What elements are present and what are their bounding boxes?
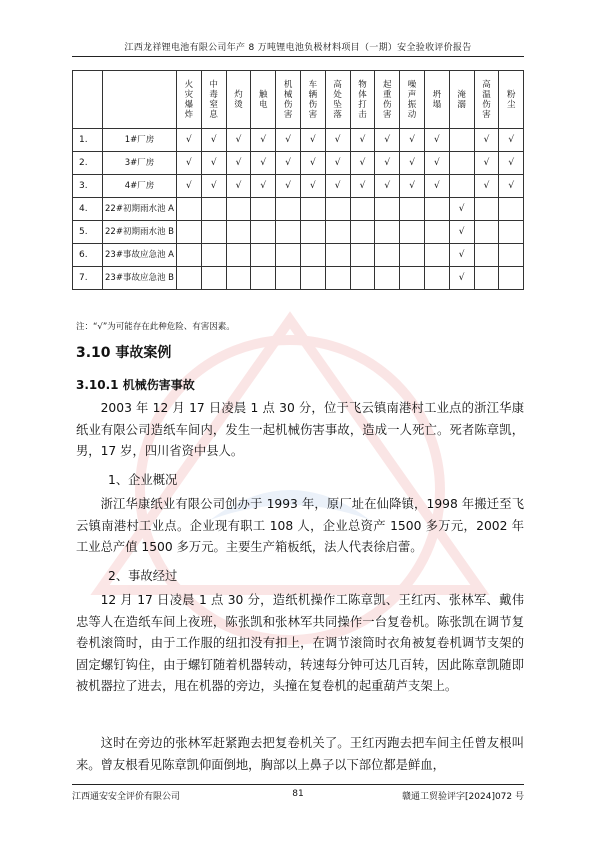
hazard-mark (177, 198, 202, 221)
row-unit-name: 23#事故应急池 A (103, 244, 177, 267)
hazard-mark: √ (400, 152, 425, 175)
hazard-mark: √ (325, 152, 350, 175)
hazard-mark (201, 244, 226, 267)
hazard-mark (449, 175, 474, 198)
hazard-mark (499, 244, 524, 267)
hazard-mark: √ (375, 152, 400, 175)
hazard-mark: √ (449, 198, 474, 221)
footer-company: 江西通安安全评价有限公司 (72, 792, 181, 802)
section-heading: 3.10 事故案例 (76, 345, 172, 361)
hazard-mark: √ (400, 129, 425, 152)
hazard-mark (177, 221, 202, 244)
table-row (73, 152, 524, 175)
hazard-mark: √ (375, 175, 400, 198)
hazard-mark: √ (499, 129, 524, 152)
hazard-mark (474, 244, 499, 267)
hazard-mark (201, 198, 226, 221)
header-hazard (251, 71, 276, 129)
hazard-mark: √ (499, 152, 524, 175)
hazard-mark (449, 152, 474, 175)
hazard-mark: √ (499, 175, 524, 198)
footer-rule (72, 784, 524, 785)
hazard-mark (474, 198, 499, 221)
header-hazard-label: 触电 (259, 89, 268, 110)
hazard-mark: √ (424, 129, 449, 152)
hazard-table (72, 70, 524, 290)
hazard-mark: √ (474, 152, 499, 175)
hazard-mark (400, 244, 425, 267)
hazard-mark: √ (424, 152, 449, 175)
table-row (73, 267, 524, 290)
hazard-mark: √ (276, 152, 301, 175)
row-unit-name: 4#厂房 (103, 175, 177, 198)
header-hazard (499, 71, 524, 129)
header-hazard (474, 71, 499, 129)
hazard-mark (251, 267, 276, 290)
footer-page-number: 81 (292, 789, 304, 799)
hazard-mark: √ (424, 175, 449, 198)
header-hazard (201, 71, 226, 129)
hazard-mark (449, 129, 474, 152)
hazard-mark (226, 198, 251, 221)
header-hazard-label: 坍塌 (432, 89, 442, 110)
table-row (73, 129, 524, 152)
hazard-mark: √ (325, 175, 350, 198)
subheading-accident-process: 2、事故经过 (108, 569, 178, 583)
row-index: 3. (73, 175, 103, 198)
hazard-mark (300, 244, 325, 267)
hazard-mark: √ (201, 129, 226, 152)
hazard-mark: √ (226, 175, 251, 198)
hazard-mark: √ (251, 152, 276, 175)
hazard-mark: √ (300, 175, 325, 198)
subsection-heading: 3.10.1 机械伤害事故 (76, 378, 195, 392)
header-hazard-label: 车辆伤害 (308, 79, 318, 120)
hazard-mark (375, 267, 400, 290)
hazard-mark (276, 244, 301, 267)
row-index: 6. (73, 244, 103, 267)
hazard-mark: √ (350, 129, 375, 152)
hazard-mark: √ (375, 129, 400, 152)
hazard-mark (226, 221, 251, 244)
table-note: 注：“√”为可能存在此种危险、有害因素。 (76, 322, 235, 332)
hazard-mark (201, 221, 226, 244)
header-hazard (424, 71, 449, 129)
hazard-mark (251, 221, 276, 244)
hazard-mark (201, 267, 226, 290)
table-row (73, 221, 524, 244)
table-row (73, 244, 524, 267)
row-unit-name: 23#事故应急池 B (103, 267, 177, 290)
row-index: 5. (73, 221, 103, 244)
hazard-mark: √ (226, 152, 251, 175)
header-hazard-label: 起重伤害 (383, 79, 392, 120)
hazard-mark (350, 221, 375, 244)
hazard-mark (375, 244, 400, 267)
header-hazard-label: 高处坠落 (333, 79, 342, 120)
hazard-mark (400, 198, 425, 221)
hazard-mark (177, 244, 202, 267)
row-index: 4. (73, 198, 103, 221)
row-unit-name: 22#初期雨水池 B (103, 221, 177, 244)
subheading-company-overview: 1、企业概况 (108, 473, 178, 487)
paragraph-company-overview: 浙江华康纸业有限公司创办于 1993 年，原厂址在仙降镇，1998 年搬迁至飞云镇南港村工业点。企业现有职工 108 人，企业总资产 1500 多万元，2002 年工业总产值 1500 多万元。主要生产箱板纸，法人代表徐启蕾。 (76, 497, 524, 554)
hazard-mark: √ (474, 129, 499, 152)
row-index: 2. (73, 152, 103, 175)
hazard-mark: √ (300, 152, 325, 175)
hazard-mark: √ (226, 129, 251, 152)
hazard-mark (424, 267, 449, 290)
header-hazard-label: 机械伤害 (283, 79, 293, 120)
hazard-mark (251, 198, 276, 221)
header-hazard (276, 71, 301, 129)
hazard-mark: √ (177, 175, 202, 198)
table-row (73, 198, 524, 221)
paragraph-accident-process: 12 月 17 日凌晨 1 点 30 分，造纸机操作工陈章凯、王红丙、张林军、戴伟忠等人在造纸车间上夜班，陈张凯和张林军共同操作一台复卷机。陈张凯在调节复卷机滚筒时，由于工作服的纽扣没有扣上，在调节滚筒时衣角被复卷机调节支架的固定螺钉钩住，由于螺钉随着机器转动，转速每分钟可达几百转，因此陈章凯随即被机器拉了进去，甩在机器的旁边，头撞在复卷机的起重葫芦支架上。 (76, 593, 524, 693)
hazard-mark: √ (177, 129, 202, 152)
hazard-mark: √ (251, 175, 276, 198)
hazard-mark: √ (276, 129, 301, 152)
header-hazard (325, 71, 350, 129)
hazard-mark (226, 244, 251, 267)
header-rule (72, 56, 524, 57)
hazard-mark (375, 221, 400, 244)
hazard-mark (300, 221, 325, 244)
header-index (73, 71, 103, 129)
hazard-mark (375, 198, 400, 221)
hazard-mark (499, 221, 524, 244)
hazard-mark (400, 267, 425, 290)
header-hazard-label: 高温伤害 (482, 79, 491, 120)
hazard-mark: √ (400, 175, 425, 198)
hazard-mark (251, 244, 276, 267)
hazard-mark (226, 267, 251, 290)
hazard-mark: √ (276, 175, 301, 198)
hazard-mark: √ (201, 152, 226, 175)
hazard-mark (325, 198, 350, 221)
header-hazard (400, 71, 425, 129)
hazard-mark (276, 221, 301, 244)
row-unit-name: 1#厂房 (103, 129, 177, 152)
header-hazard-label: 火灾爆炸 (184, 79, 194, 120)
hazard-mark: √ (251, 129, 276, 152)
row-index: 7. (73, 267, 103, 290)
hazard-mark (499, 198, 524, 221)
hazard-mark (300, 198, 325, 221)
hazard-mark: √ (474, 175, 499, 198)
row-index: 1. (73, 129, 103, 152)
hazard-mark (276, 198, 301, 221)
hazard-mark (325, 221, 350, 244)
header-hazard (177, 71, 202, 129)
page-header: 江西龙祥锂电池有限公司年产 8 万吨锂电池负极材料项目（一期）安全验收评价报告 (124, 43, 472, 53)
hazard-mark (400, 221, 425, 244)
hazard-mark: √ (350, 152, 375, 175)
hazard-mark: √ (325, 129, 350, 152)
row-unit-name: 3#厂房 (103, 152, 177, 175)
hazard-mark (276, 267, 301, 290)
hazard-mark (350, 244, 375, 267)
header-hazard-label: 噪声振动 (407, 79, 417, 120)
hazard-mark (424, 221, 449, 244)
hazard-mark (300, 267, 325, 290)
hazard-mark: √ (350, 175, 375, 198)
hazard-mark (325, 267, 350, 290)
hazard-mark (474, 267, 499, 290)
header-hazard (300, 71, 325, 129)
paragraph-intro: 2003 年 12 月 17 日凌晨 1 点 30 分，位于飞云镇南港村工业点的浙江华康纸业有限公司造纸车间内，发生一起机械伤害事故，造成一人死亡。死者陈章凯，男，17 岁，四川省资中县人。 (76, 401, 524, 458)
header-hazard-label: 物体打击 (358, 79, 367, 120)
header-hazard (350, 71, 375, 129)
header-unit (103, 71, 177, 129)
hazard-mark: √ (300, 129, 325, 152)
hazard-mark: √ (201, 175, 226, 198)
paragraph-aftermath: 这时在旁边的张林军赶紧跑去把复卷机关了。王红丙跑去把车间主任曾友根叫来。曾友根看见陈章凯仰面倒地，胸部以上鼻子以下部位都是鲜血， (76, 736, 524, 772)
hazard-mark (350, 267, 375, 290)
hazard-mark: √ (449, 221, 474, 244)
header-hazard (226, 71, 251, 129)
hazard-table-header (73, 71, 524, 129)
hazard-mark (177, 267, 202, 290)
hazard-mark: √ (177, 152, 202, 175)
hazard-mark (424, 244, 449, 267)
hazard-mark: √ (449, 267, 474, 290)
header-hazard-label: 淹溺 (457, 89, 466, 110)
footer-report-code: 赣通工贸验评字[2024]072 号 (402, 792, 524, 802)
hazard-mark (424, 198, 449, 221)
header-hazard-label: 中毒窒息 (209, 79, 218, 120)
hazard-mark (499, 267, 524, 290)
hazard-mark (350, 198, 375, 221)
hazard-mark (325, 244, 350, 267)
header-hazard (449, 71, 474, 129)
row-unit-name: 22#初期雨水池 A (103, 198, 177, 221)
header-hazard-label: 粉尘 (506, 89, 516, 110)
hazard-mark (474, 221, 499, 244)
table-row (73, 175, 524, 198)
header-hazard (375, 71, 400, 129)
header-hazard-label: 灼烫 (234, 89, 243, 110)
hazard-mark: √ (449, 244, 474, 267)
